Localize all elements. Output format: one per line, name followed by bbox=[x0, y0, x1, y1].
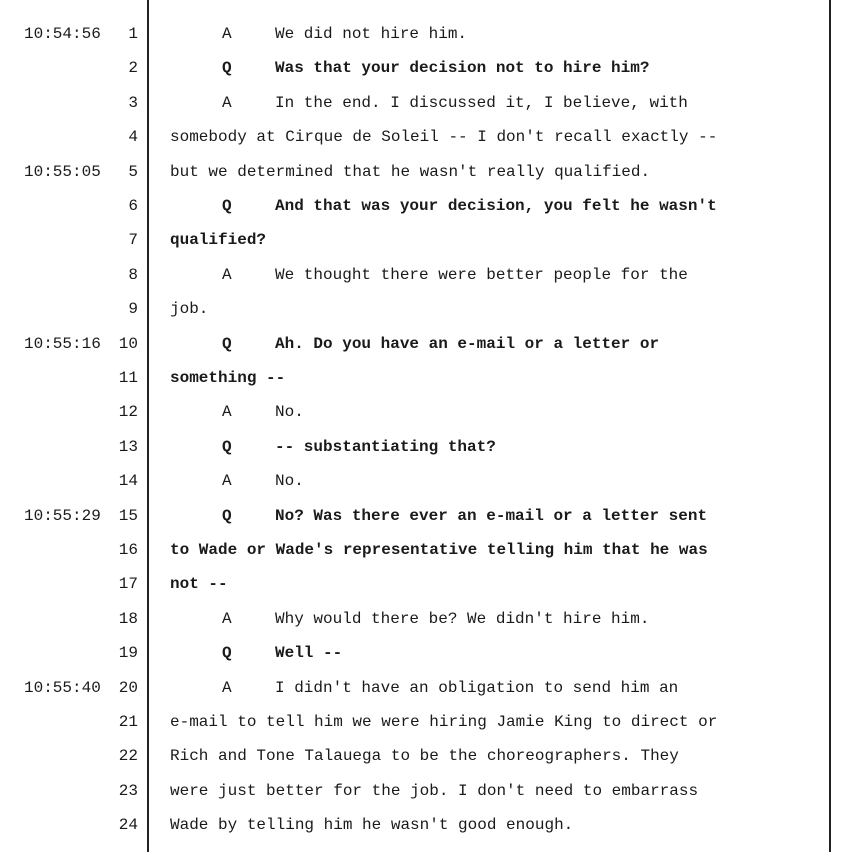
speaker-label: Q bbox=[222, 644, 232, 663]
line-number: 22 bbox=[118, 747, 138, 766]
line-text: Wade by telling him he wasn't good enough. bbox=[170, 816, 574, 835]
transcript-line bbox=[0, 86, 848, 120]
line-text: No? Was there ever an e-mail or a letter sent bbox=[275, 506, 708, 525]
transcript-line bbox=[0, 636, 848, 670]
transcript-line bbox=[0, 292, 848, 326]
line-timestamp: 10:54:56 bbox=[24, 25, 101, 43]
line-number: 3 bbox=[128, 93, 138, 112]
line-text: Was that your decision not to hire him? bbox=[275, 59, 650, 78]
line-number: 9 bbox=[128, 300, 138, 319]
line-text: Why would there be? We didn't hire him. bbox=[275, 609, 650, 628]
speaker-label: Q bbox=[222, 197, 232, 215]
transcript-line bbox=[0, 808, 848, 842]
line-text: In the end. I discussed it, I believe, with bbox=[275, 93, 688, 112]
line-number: 23 bbox=[118, 781, 138, 800]
line-text: something -- bbox=[170, 369, 286, 387]
line-number: 15 bbox=[118, 506, 138, 525]
line-timestamp: 10:55:29 bbox=[24, 506, 101, 525]
line-text: Ah. Do you have an e-mail or a letter or bbox=[275, 334, 660, 353]
transcript-line bbox=[0, 189, 848, 223]
transcript-line bbox=[0, 361, 848, 395]
line-text: We did not hire him. bbox=[275, 25, 468, 43]
transcript-line bbox=[0, 258, 848, 292]
line-text: e-mail to tell him we were hiring Jamie King to direct or bbox=[170, 713, 718, 731]
line-text: were just better for the job. I don't need to embarrass bbox=[170, 781, 699, 800]
line-number: 11 bbox=[118, 369, 138, 387]
line-number: 10 bbox=[118, 334, 138, 353]
line-text: Well -- bbox=[275, 644, 343, 663]
line-text: And that was your decision, you felt he wasn't bbox=[275, 197, 717, 215]
line-text: job. bbox=[170, 300, 209, 319]
line-text: I didn't have an obligation to send him an bbox=[275, 678, 679, 697]
line-number: 6 bbox=[128, 197, 138, 215]
line-timestamp: 10:55:16 bbox=[24, 334, 101, 353]
transcript-line bbox=[0, 395, 848, 429]
line-timestamp: 10:55:05 bbox=[24, 162, 101, 181]
line-number: 20 bbox=[118, 678, 138, 697]
line-number: 16 bbox=[118, 541, 138, 559]
line-text: -- substantiating that? bbox=[275, 437, 496, 456]
speaker-label: A bbox=[222, 93, 232, 112]
line-text: somebody at Cirque de Soleil -- I don't recall exactly -- bbox=[170, 128, 718, 147]
line-text: not -- bbox=[170, 575, 228, 594]
line-timestamp: 10:55:40 bbox=[24, 678, 101, 697]
transcript-line bbox=[0, 567, 848, 601]
transcript-line bbox=[0, 51, 848, 85]
line-number: 1 bbox=[128, 25, 138, 43]
transcript-line bbox=[0, 671, 848, 705]
speaker-label: Q bbox=[222, 334, 232, 353]
line-number: 13 bbox=[118, 437, 138, 456]
speaker-label: A bbox=[222, 678, 232, 697]
line-text: Rich and Tone Talauega to be the choreographers. They bbox=[170, 747, 679, 766]
transcript-line bbox=[0, 739, 848, 773]
line-number: 18 bbox=[118, 609, 138, 628]
line-text: No. bbox=[275, 472, 304, 491]
transcript-line bbox=[0, 17, 848, 51]
transcript-line bbox=[0, 223, 848, 257]
transcript-line bbox=[0, 774, 848, 808]
speaker-label: Q bbox=[222, 437, 232, 456]
line-number: 14 bbox=[118, 472, 138, 491]
transcript-line bbox=[0, 705, 848, 739]
transcript-line bbox=[0, 327, 848, 361]
transcript-line bbox=[0, 499, 848, 533]
line-number: 21 bbox=[118, 713, 138, 731]
speaker-label: A bbox=[222, 25, 232, 43]
transcript-line bbox=[0, 430, 848, 464]
line-number: 12 bbox=[118, 403, 138, 422]
speaker-label: A bbox=[222, 403, 232, 422]
speaker-label: Q bbox=[222, 506, 232, 525]
line-text: qualified? bbox=[170, 231, 267, 250]
line-number: 4 bbox=[128, 128, 138, 147]
transcript-line bbox=[0, 155, 848, 189]
line-number: 8 bbox=[128, 265, 138, 284]
line-text: We thought there were better people for the bbox=[275, 265, 688, 284]
transcript-line bbox=[0, 120, 848, 154]
line-number: 24 bbox=[118, 816, 138, 835]
line-number: 5 bbox=[128, 162, 138, 181]
speaker-label: A bbox=[222, 472, 232, 491]
line-text: but we determined that he wasn't really qualified. bbox=[170, 162, 651, 181]
line-number: 2 bbox=[128, 59, 138, 78]
speaker-label: A bbox=[222, 609, 232, 628]
transcript-line bbox=[0, 533, 848, 567]
line-number: 7 bbox=[128, 231, 138, 250]
transcript-line bbox=[0, 464, 848, 498]
speaker-label: Q bbox=[222, 59, 232, 78]
speaker-label: A bbox=[222, 265, 232, 284]
line-number: 17 bbox=[118, 575, 138, 594]
line-number: 19 bbox=[118, 644, 138, 663]
line-text: No. bbox=[275, 403, 304, 422]
transcript-line bbox=[0, 602, 848, 636]
line-text: to Wade or Wade's representative telling him that he was bbox=[170, 541, 708, 559]
